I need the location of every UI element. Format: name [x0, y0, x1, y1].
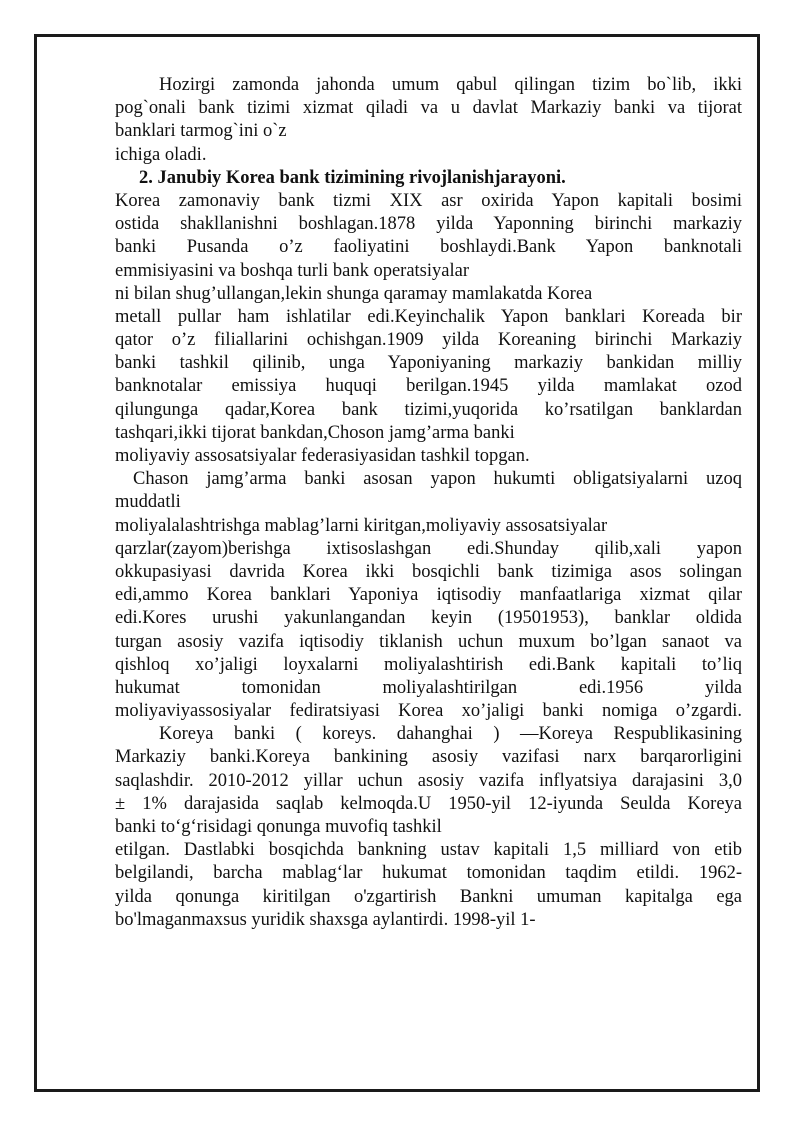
text-line: bo'lmaganmaxsus yuridik shaxsga aylantirdi. 1998-yil 1- — [115, 909, 536, 930]
document-body — [115, 74, 742, 932]
text-line: yilda qonunga kiritilgan o'zgartirish Bankni umuman kapitalga ega — [115, 886, 742, 907]
text-line: ni bilan shug’ullangan,lekin shunga qaramay mamlakatda Korea — [115, 283, 593, 304]
text-line: Chason jamg’arma banki asosan yapon hukumti obligatsiyalarni uzoq — [133, 469, 742, 490]
text-line: muddatli — [115, 492, 181, 513]
text-line: qishloq xo’jaligi loyxalarni moliyalashtirish edi.Bank kapitali to’liq — [115, 654, 742, 675]
text-line: moliyalalashtrishga mablag’larni kiritgan,moliyaviy assosatsiyalar — [115, 515, 608, 536]
text-line: okkupasiyasi davrida Korea ikki bosqichli bank tizimiga asos solingan — [115, 561, 742, 582]
text-line: edi,ammo Korea banklari Yaponiya iqtisodiy manfaatlariga xizmat qilar — [115, 585, 742, 606]
text-line: turgan asosiy vazifa iqtisodiy tiklanish uchun muxum bo’lgan sanaot va — [115, 631, 742, 652]
text-line: metall pullar ham ishlatilar edi.Keyinchalik Yapon banklari Koreada bir — [115, 306, 742, 327]
text-line: ostida shakllanishni boshlagan.1878 yilda Yaponning birinchi markaziy — [115, 214, 742, 235]
text-line: saqlashdir. 2010-2012 yillar uchun asosiy vazifa inflyatsiya darajasini 3,0 — [115, 770, 742, 791]
text-line: qarzlar(zayom)berishga ixtisoslashgan edi.Shunday qilib,xali yapon — [115, 538, 742, 559]
text-line: banki tashkil qilinib, unga Yaponiyaning markaziy bankidan milliy — [115, 353, 742, 374]
text-line: hukumat tomonidan moliyalashtirilgan edi.1956 yilda — [115, 677, 742, 698]
text-line: Koreya banki ( koreys. dahanghai ) —Koreya Respublikasining — [159, 724, 742, 745]
section-heading: 2. Janubiy Korea bank tizimining rivojlanishjarayoni. — [139, 167, 566, 188]
text-line: Markaziy banki.Koreya bankining asosiy vazifasi narx barqarorligini — [115, 747, 742, 768]
text-line: pog`onali bank tizimi xizmat qiladi va u davlat Markaziy banki va tijorat — [115, 98, 742, 119]
text-line: banki to‘g‘risidagi qonunga muvofiq tashkil — [115, 817, 442, 837]
text-line: banknotalar emissiya huquqi berilgan.1945 yilda mamlakat ozod — [115, 376, 742, 397]
text-line: ichiga oladi. — [115, 144, 207, 165]
text-line: emmisiyasini va boshqa turli bank operatsiyalar — [115, 260, 469, 281]
text-line: banki Pusanda o’z faoliyatini boshlaydi.Bank Yapon banknotali — [115, 237, 742, 258]
text-line: qator o’z filiallarini ochishgan.1909 yilda Koreaning birinchi Markaziy — [115, 330, 742, 351]
text-line: belgilandi, barcha mablag‘lar hukumat tomonidan taqdim etildi. 1962- — [115, 863, 742, 884]
text-line: moliyaviy assosatsiyalar federasiyasidan tashkil topgan. — [115, 446, 530, 466]
text-line: Hozirgi zamonda jahonda umum qabul qilingan tizim bo`lib, ikki — [159, 75, 742, 95]
text-line: qilungunga qadar,Korea bank tizimi,yuqorida ko’rsatilgan banklardan — [115, 399, 742, 420]
text-line: tashqari,ikki tijorat bankdan,Choson jamg’arma banki — [115, 422, 515, 443]
text-line: Korea zamonaviy bank tizmi XIX asr oxirida Yapon kapitali bosimi — [115, 190, 742, 211]
text-line: edi.Kores urushi yakunlangandan keyin (19501953), banklar oldida — [115, 608, 742, 629]
text-line: ± 1% darajasida saqlab kelmoqda.U 1950-yil 12-iyunda Seulda Koreya — [115, 793, 742, 814]
text-line: banklari tarmog`ini o`z — [115, 121, 287, 142]
text-line: moliyaviyassosiyalar fediratsiyasi Korea xo’jaligi banki nomiga o’zgardi. — [115, 701, 742, 722]
text-line: etilgan. Dastlabki bosqichda bankning ustav kapitali 1,5 milliard von etib — [115, 840, 742, 861]
